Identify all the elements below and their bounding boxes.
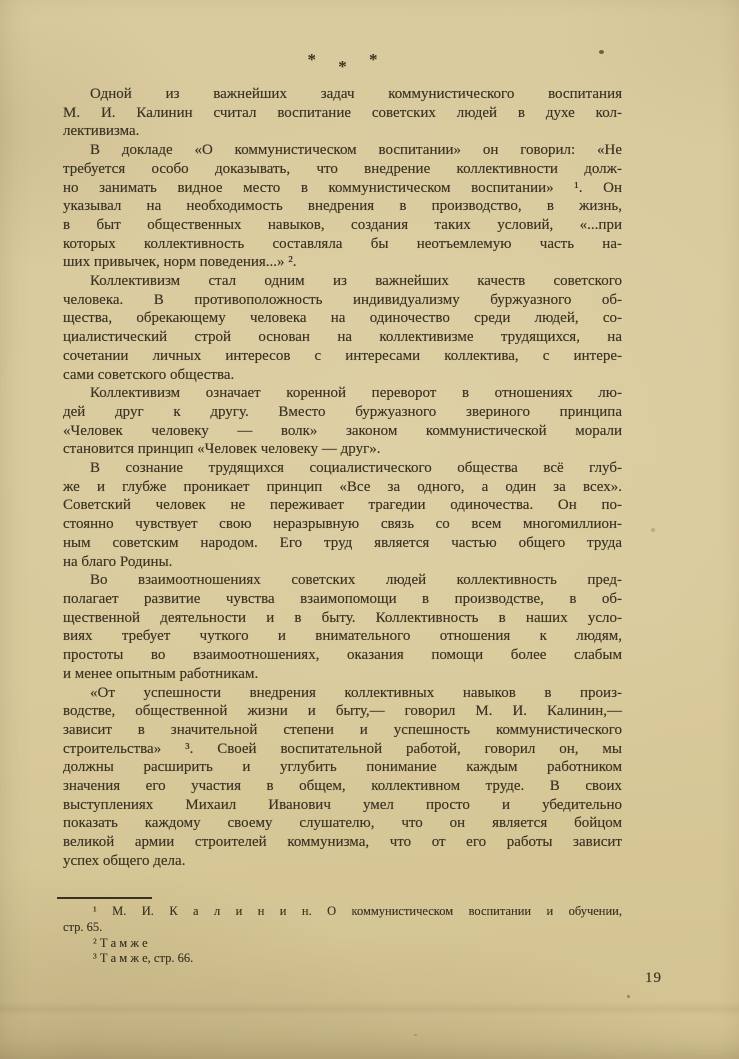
text-line: же и глубже проникает принцип «Все за одного, а один за всех». xyxy=(63,478,622,495)
text-line: простоты во взаимоотношениях, оказания помощи более слабым xyxy=(63,647,622,664)
body-text xyxy=(63,85,622,871)
paper-speck xyxy=(414,1034,417,1036)
asterisk-icon: * xyxy=(369,50,378,69)
text-line: дей друг к другу. Вместо буржуазного звериного принципа xyxy=(63,403,622,420)
paper-crease xyxy=(0,1002,739,1016)
paragraph xyxy=(63,684,622,871)
footnotes-section xyxy=(63,897,622,967)
text-line: Коллективизм стал одним из важнейших качеств советского xyxy=(90,273,622,290)
paragraph xyxy=(63,384,622,459)
paragraph xyxy=(63,459,622,571)
paragraph xyxy=(63,272,622,384)
text-line: виях требует чуткого и внимательного отношения к людям, xyxy=(63,628,622,645)
text-line: становится принцип «Человек человеку — друг». xyxy=(63,441,381,458)
text-line: ших привычек, норм поведения...» ². xyxy=(63,254,297,271)
page-number: 19 xyxy=(645,970,662,986)
text-line: «От успешности внедрения коллективных навыков в произ- xyxy=(90,684,622,701)
paragraph xyxy=(63,85,622,141)
paragraph xyxy=(63,571,622,683)
text-line: стоянно чувствует свою неразрывную связь со всем многомиллион- xyxy=(63,516,622,533)
text-line: успех общего дела. xyxy=(63,852,186,869)
text-line: Во взаимоотношениях советских людей коллективность пред- xyxy=(90,572,622,589)
text-line: на благо Родины. xyxy=(63,553,173,570)
text-line: Одной из важнейших задач коммунистического воспитания xyxy=(90,86,622,102)
paper-speck xyxy=(627,995,630,998)
text-line: строительства» ³. Своей воспитательной работой, говорил он, мы xyxy=(63,740,622,757)
text-line: циалистический строй основан на коллективизме трудящихся, на xyxy=(63,329,622,346)
text-line: зависит в значительной степени и успешность коммунистического xyxy=(63,721,622,738)
text-line: В докладе «О коммунистическом воспитании» он говорил: «Не xyxy=(90,142,622,159)
text-line: сочетании личных интересов с интересами коллектива, с интере- xyxy=(63,347,622,364)
text-line: указывал на необходимость внедрения в производство, в жизнь, xyxy=(63,198,622,215)
footnote-line: ³ Т а м ж е, стр. 66. xyxy=(93,951,194,966)
text-line: Коллективизм означает коренной переворот в отношениях лю- xyxy=(90,385,622,402)
section-separator xyxy=(63,50,622,76)
text-line: человека. В противоположность индивидуализму буржуазного об- xyxy=(63,291,622,308)
text-line: требуется особо доказывать, что внедрение коллективности долж- xyxy=(63,160,622,177)
footnote-lines xyxy=(63,897,622,967)
paragraph xyxy=(63,141,622,272)
footnote-line: ² Т а м ж е xyxy=(93,935,148,950)
text-line: лективизма. xyxy=(63,123,140,140)
text-line: должны расширить и углубить понимание каждым работником xyxy=(63,759,622,776)
text-line: выступлениях Михаил Иванович умел просто и убедительно xyxy=(63,796,622,813)
footnote-line: стр. 65. xyxy=(63,919,103,934)
footnote-rule xyxy=(57,897,152,899)
text-line: «Человек человеку — волк» законом коммунистической морали xyxy=(63,422,622,439)
text-line: но занимать видное место в коммунистическом воспитании» ¹. Он xyxy=(63,179,622,196)
text-line: В сознание трудящихся социалистического общества всё глуб- xyxy=(90,460,622,477)
text-line: ным советским народом. Его труд является частью общего труда xyxy=(63,534,622,551)
footnote-line: ¹ М. И. К а л и н и н. О коммунистическом воспитании и обучении, xyxy=(93,904,622,918)
text-line: великой армии строителей коммунизма, что от его работы зависит xyxy=(63,834,622,851)
asterisk-icon: * xyxy=(338,57,347,76)
text-line: сами советского общества. xyxy=(63,366,235,383)
text-line: щества, обрекающему человека на одиночество среди людей, со- xyxy=(63,310,622,327)
paper-speck xyxy=(651,528,655,532)
text-line: показать каждому своему слушателю, что он является бойцом xyxy=(63,815,622,832)
text-line: водстве, общественной жизни и быту,— говорил М. И. Калинин,— xyxy=(63,703,622,720)
asterisk-icon: * xyxy=(307,50,316,69)
text-line: полагает развитие чувства взаимопомощи в производстве, в об- xyxy=(63,590,622,607)
text-line: щественной деятельности и в быту. Коллективность в наших усло- xyxy=(63,609,622,626)
text-line: в быт общественных навыков, создания таких условий, «...при xyxy=(63,216,622,233)
text-line: которых коллективность составляла бы неотъемлемую часть на- xyxy=(63,235,622,252)
text-line: значения его участия в общем, коллективном труде. В своих xyxy=(63,778,622,795)
text-line: и менее опытным работникам. xyxy=(63,665,259,682)
text-line: Советский человек не переживает трагедии одиночества. Он по- xyxy=(63,497,622,514)
text-line: М. И. Калинин считал воспитание советских людей в духе кол- xyxy=(63,104,622,121)
